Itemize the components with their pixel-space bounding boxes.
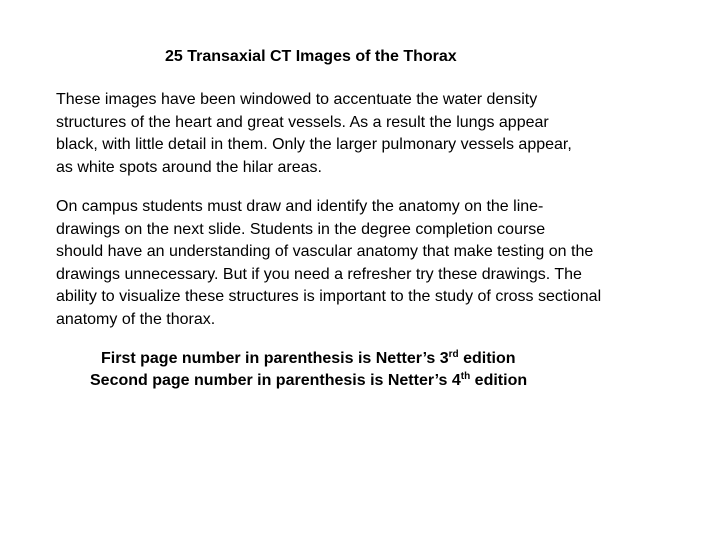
netter-fourth-edition-note xyxy=(90,370,527,392)
note-text: edition xyxy=(470,372,528,389)
ordinal-suffix: th xyxy=(460,371,471,382)
paragraph-line: anatomy of the thorax. xyxy=(56,310,216,328)
note-text: Second page number in parenthesis is Netter’s 4 xyxy=(90,372,461,389)
slide-title: 25 Transaxial CT Images of the Thorax xyxy=(165,48,457,65)
note-text: First page number in parenthesis is Netter’s 3 xyxy=(101,350,449,367)
paragraph-line: drawings unnecessary. But if you need a refresher try these drawings. The xyxy=(56,265,582,283)
paragraph-line: drawings on the next slide. Students in the degree completion course xyxy=(56,220,546,238)
paragraph-line: These images have been windowed to accentuate the water density xyxy=(56,91,538,108)
campus-paragraph xyxy=(56,196,696,331)
paragraph-line: On campus students must draw and identify the anatomy on the line- xyxy=(56,198,544,215)
paragraph-line: structures of the heart and great vessels. As a result the lungs appear xyxy=(56,113,549,131)
paragraph-line: black, with little detail in them. Only the larger pulmonary vessels appear, xyxy=(56,136,572,153)
paragraph-line: ability to visualize these structures is important to the study of cross sectional xyxy=(56,288,602,305)
ordinal-suffix: rd xyxy=(448,349,459,360)
intro-paragraph xyxy=(56,89,696,179)
paragraph-line: should have an understanding of vascular anatomy that make testing on the xyxy=(56,243,594,260)
paragraph-line: as white spots around the hilar areas. xyxy=(56,158,322,176)
note-text: edition xyxy=(458,350,516,367)
netter-third-edition-note xyxy=(101,348,516,370)
